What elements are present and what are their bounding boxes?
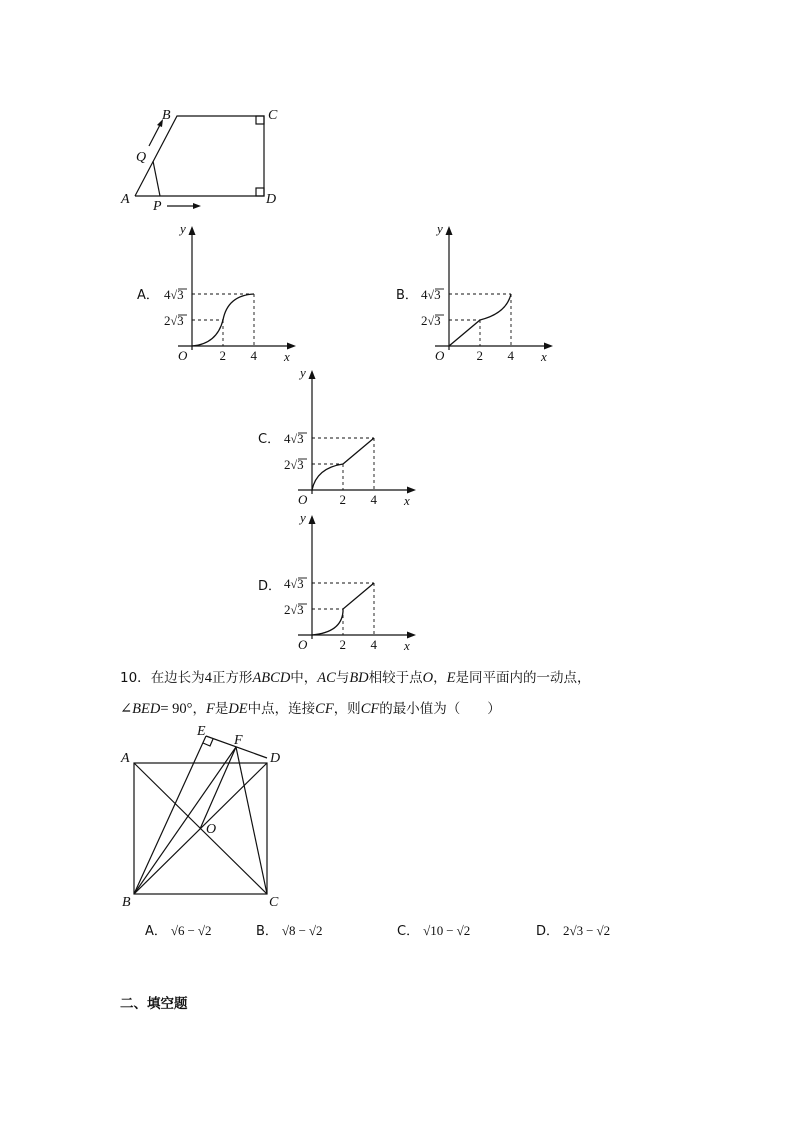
graph-a-group bbox=[137, 221, 296, 364]
option-label: C． bbox=[258, 432, 281, 447]
trapezoid-figure bbox=[110, 100, 310, 220]
answer-text: C． √10 − √2 bbox=[397, 923, 471, 939]
label-a: A bbox=[121, 751, 130, 766]
right-angle-d bbox=[256, 188, 264, 196]
y-axis-label: y bbox=[300, 510, 306, 525]
label-d: D bbox=[270, 751, 281, 766]
y-axis-arrow bbox=[446, 226, 453, 235]
graph-d-group bbox=[258, 510, 416, 653]
segment-fc bbox=[236, 747, 267, 894]
arrow-p-head bbox=[193, 203, 201, 209]
question-10-line-2: ∠BED= 90°，F是DE中点，连接CF，则CF的最小值为（ ） bbox=[120, 701, 501, 717]
tick-y-low: 2√3 bbox=[284, 457, 304, 472]
y-axis-label: y bbox=[180, 221, 186, 236]
right-angle-c bbox=[256, 116, 264, 124]
segment-bf bbox=[134, 747, 236, 894]
x-axis-arrow bbox=[407, 487, 416, 494]
origin-label: O bbox=[178, 348, 188, 363]
tick-y-low: 2√3 bbox=[284, 602, 304, 617]
label-c: C bbox=[268, 108, 278, 123]
question-number: 10． bbox=[120, 670, 151, 686]
x-axis-arrow bbox=[407, 632, 416, 639]
graph-curve bbox=[449, 294, 511, 346]
label-a: A bbox=[121, 192, 130, 207]
label-f: F bbox=[234, 733, 243, 748]
tick-x-4: 4 bbox=[370, 637, 377, 652]
label-d: D bbox=[266, 192, 277, 207]
option-label: A． bbox=[137, 288, 159, 303]
answer-text: A． √6 − √2 bbox=[145, 923, 212, 939]
label-c: C bbox=[269, 895, 279, 910]
label-b: B bbox=[162, 108, 171, 123]
x-axis-label: x bbox=[541, 349, 547, 364]
x-axis-label: x bbox=[404, 638, 410, 653]
segment-be bbox=[134, 736, 206, 894]
y-axis-arrow bbox=[309, 515, 316, 524]
graph-curve bbox=[312, 583, 374, 635]
origin-label: O bbox=[435, 348, 445, 363]
square-figure bbox=[110, 725, 310, 915]
tick-x-2: 2 bbox=[476, 348, 483, 363]
question-10-line-1: 10．在边长为4正方形ABCD中，AC与BD相较于点O，E是同平面内的一动点， bbox=[120, 670, 591, 686]
label-b: B bbox=[122, 895, 131, 910]
tick-y-low: 2√3 bbox=[164, 313, 184, 328]
tick-y-high: 4√3 bbox=[421, 287, 441, 302]
option-label: B． bbox=[396, 288, 418, 303]
tick-x-4: 4 bbox=[250, 348, 257, 363]
y-axis-label: y bbox=[437, 221, 443, 236]
graph-b-group bbox=[396, 221, 553, 364]
origin-label: O bbox=[298, 637, 308, 652]
y-axis-label: y bbox=[300, 365, 306, 380]
tick-x-4: 4 bbox=[507, 348, 514, 363]
trapezoid-outline bbox=[135, 116, 264, 196]
x-axis-label: x bbox=[404, 493, 410, 508]
segment-pq bbox=[153, 161, 160, 196]
tick-x-2: 2 bbox=[339, 637, 346, 652]
tick-x-4: 4 bbox=[370, 492, 377, 507]
arrow-q-shaft bbox=[149, 123, 161, 146]
option-label: D． bbox=[258, 579, 282, 594]
tick-y-high: 4√3 bbox=[284, 576, 304, 591]
section-title: 二、填空题 bbox=[120, 996, 188, 1012]
label-p: P bbox=[153, 199, 162, 214]
label-o: O bbox=[206, 822, 217, 837]
graph-curve bbox=[192, 294, 254, 346]
segment-of bbox=[200, 747, 236, 829]
origin-label: O bbox=[298, 492, 308, 507]
tick-y-high: 4√3 bbox=[284, 431, 304, 446]
answer-text: B． √8 − √2 bbox=[256, 923, 323, 939]
graph-c-group bbox=[258, 365, 416, 508]
tick-y-low: 2√3 bbox=[421, 313, 441, 328]
label-e: E bbox=[197, 725, 206, 739]
answer-choice-d bbox=[536, 916, 736, 946]
x-axis-arrow bbox=[544, 343, 553, 350]
y-axis-arrow bbox=[189, 226, 196, 235]
graph-curve bbox=[312, 438, 374, 490]
tick-y-high: 4√3 bbox=[164, 287, 184, 302]
answer-text: D． 2√3 − √2 bbox=[536, 923, 611, 939]
x-axis-label: x bbox=[284, 349, 290, 364]
tick-x-2: 2 bbox=[339, 492, 346, 507]
x-axis-arrow bbox=[287, 343, 296, 350]
y-axis-arrow bbox=[309, 370, 316, 379]
label-q: Q bbox=[136, 150, 147, 165]
tick-x-2: 2 bbox=[219, 348, 226, 363]
